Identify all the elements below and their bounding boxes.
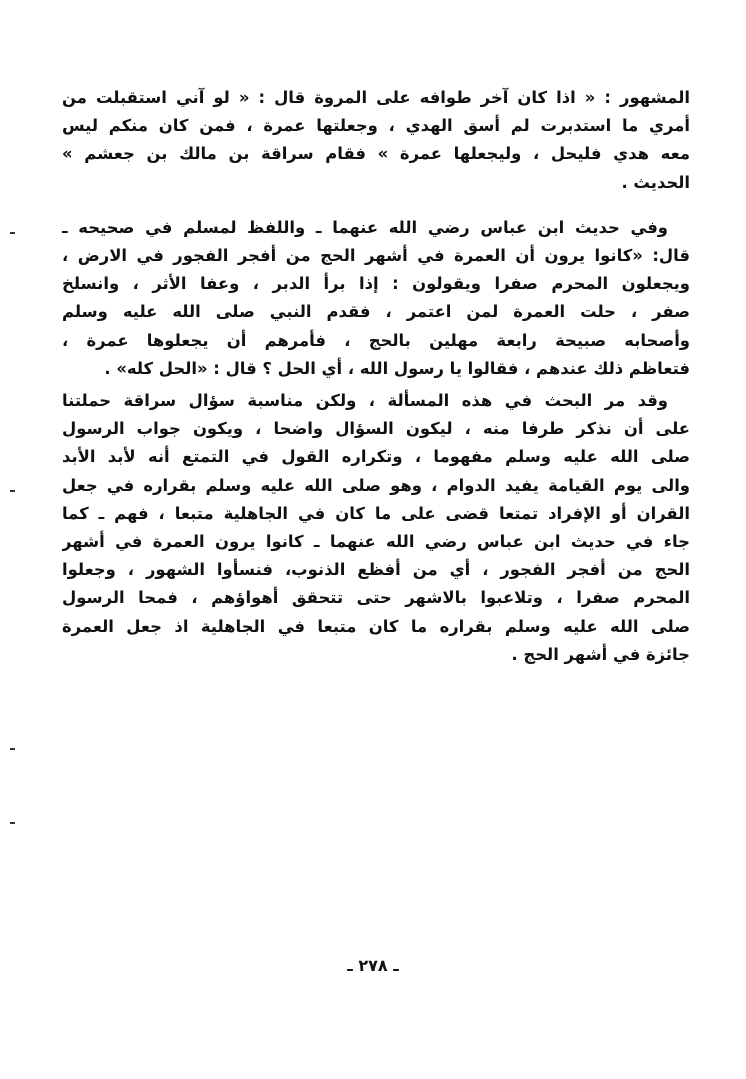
margin-mark [10, 748, 15, 750]
margin-mark [10, 490, 15, 492]
paragraph-1 [62, 84, 690, 197]
text-line: صلى الله عليه وسلم مفهوما ، وتكراره القول في التمتع أنه لأبد الأبد [62, 447, 690, 467]
text-line: معه هدي فليحل ، وليجعلها عمرة » فقام سراقة بن مالك بن جعشم » [62, 144, 690, 164]
text-line: صلى الله عليه وسلم بقراره ما كان متبعا في الجاهلية اذ جعل العمرة [62, 616, 690, 636]
text-line: المشهور : « اذا كان آخر طوافه على المروة قال : « لو آني استقبلت من [62, 88, 690, 107]
page-number: ـ ٢٧٨ ـ [347, 956, 399, 975]
text-line: جاء في حديث ابن عباس رضي الله عنهما ـ كانوا يرون العمرة في أشهر [62, 532, 690, 552]
text-line: قال: «كانوا يرون أن العمرة في أشهر الحج من أفجر الفجور في الارض ، [62, 246, 690, 266]
text-line: جائزة في أشهر الحج . [511, 644, 690, 664]
text-line: وقد مر البحث في هذه المسألة ، ولكن مناسبة سؤال سراقة حملتنا [62, 391, 668, 411]
text-line: على أن نذكر طرفا منه ، ليكون السؤال واضحا ، ويكون جواب الرسول [62, 419, 690, 439]
text-line: وأصحابه صبيحة رابعة مهلين بالحج ، فأمرهم أن يجعلوها عمرة ، [62, 330, 690, 350]
text-line: القران أو الإفراد تمتعا قضى على ما كان في الجاهلية متبعا ، فهم ـ كما [62, 503, 690, 523]
text-line: ويجعلون المحرم صفرا ويقولون : إذا برأ الدبر ، وعفا الأثر ، وانسلخ [62, 274, 690, 294]
text-line: والى يوم القيامة يفيد الدوام ، وهو صلى الله عليه وسلم بقراره في جعل [62, 475, 690, 495]
margin-mark [10, 822, 15, 824]
body-text [62, 84, 690, 669]
paragraph-2 [62, 214, 690, 383]
paragraph-3 [62, 387, 690, 669]
text-line: الحديث . [621, 172, 690, 192]
text-line: أمري ما استدبرت لم أسق الهدي ، وجعلتها عمرة ، فمن كان منكم ليس [62, 116, 690, 136]
text-line: فتعاظم ذلك عندهم ، فقالوا يا رسول الله ، أي الحل ؟ قال : «الحل كله» . [104, 358, 690, 378]
text-line: المحرم صفرا ، وتلاعبوا بالاشهر حتى تتحقق أهواؤهم ، فمحا الرسول [62, 588, 690, 608]
text-line: وفي حديث ابن عباس رضي الله عنهما ـ واللفظ لمسلم في صحيحه ـ [62, 217, 668, 237]
text-line: صفر ، حلت العمرة لمن اعتمر ، فقدم النبي صلى الله عليه وسلم [62, 302, 690, 322]
margin-mark [10, 232, 15, 234]
text-line: الحج من أفجر الفجور ، أي من أفظع الذنوب، فنسأوا الشهور ، وجعلوا [62, 560, 690, 580]
